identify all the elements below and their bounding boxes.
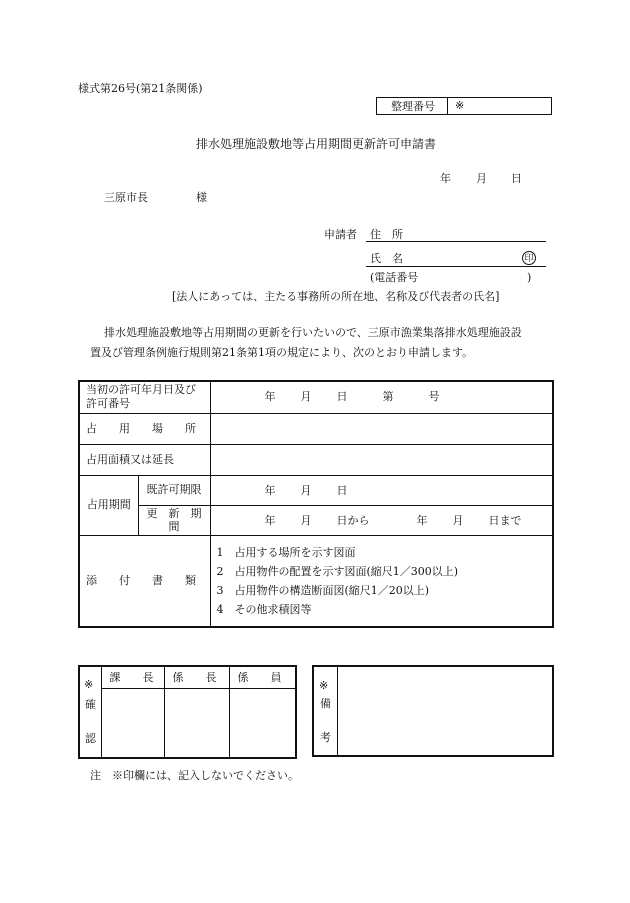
corporate-note: [法人にあっては、主たる事務所の所在地、名称及び代表者の氏名]	[172, 290, 500, 303]
reference-number-label: 整理番号	[391, 100, 435, 113]
staff-stamp-cell[interactable]	[229, 688, 296, 758]
attachments-label: 添 付 書 類	[79, 535, 210, 627]
area-value[interactable]	[210, 444, 553, 475]
phone-label: (電話番号	[370, 271, 419, 284]
confirmation-box	[78, 665, 297, 759]
attachment-item: 2 占用物件の配置を示す図面(縮尺1／300以上)	[216, 564, 459, 578]
date-day-label: 日	[511, 172, 522, 185]
remarks-box	[312, 665, 554, 757]
subsection-chief-stamp-cell[interactable]	[164, 688, 229, 758]
confirmation-label: ※ 確 認	[79, 666, 101, 758]
table-row-area	[79, 444, 553, 475]
table-row-existing-period	[79, 475, 553, 505]
attachment-item: 3 占用物件の構造断面図(縮尺1／20以上)	[216, 583, 430, 597]
confirmation-mark: ※	[84, 678, 94, 691]
body-text-line2: 置及び管理条例施行規則第21条第1項の規定により、次のとおり申請します。	[90, 346, 474, 359]
attachment-item: 4 その他求積図等	[216, 602, 312, 616]
applicant-name-label: 氏 名	[370, 252, 403, 265]
addressee-honorific: 様	[196, 191, 207, 204]
existing-limit-label: 既許可期限	[138, 475, 210, 505]
attachments-list	[210, 535, 553, 627]
date-year-label: 年	[440, 172, 451, 185]
body-text-line1: 排水処理施設敷地等占用期間の更新を行いたいので、三原市漁業集落排水処理施設設	[104, 326, 522, 339]
table-row-attachments	[79, 535, 553, 627]
document-title: 排水処理施設敷地等占用期間更新許可申請書	[196, 137, 437, 151]
existing-limit-value[interactable]: 年 月 日	[210, 475, 553, 505]
addressee-name: 三原市長	[104, 191, 148, 204]
remarks-mark: ※	[319, 679, 329, 692]
remarks-label: ※ 備 考	[313, 666, 337, 756]
location-value[interactable]	[210, 413, 553, 444]
reference-number-box	[376, 97, 552, 115]
form-number-label: 様式第26号(第21条関係)	[78, 82, 203, 95]
table-row-renewal-period	[79, 505, 553, 535]
footnote: 注 ※印欄には、記入しないでください。	[90, 769, 299, 782]
renewal-period-value[interactable]: 年 月 日から 年 月 日まで	[210, 505, 553, 535]
phone-close-paren: )	[527, 271, 532, 284]
date-month-label: 月	[476, 172, 487, 185]
reference-number-mark: ※	[455, 99, 465, 112]
address-underline	[366, 241, 546, 242]
staff-header: 係 員	[229, 666, 296, 688]
application-table	[78, 380, 554, 628]
attachment-item: 1 占用する場所を示す図面	[216, 545, 356, 559]
table-row-initial-permit	[79, 381, 553, 413]
name-underline	[366, 266, 546, 267]
section-chief-stamp-cell[interactable]	[101, 688, 164, 758]
initial-permit-value[interactable]: 年 月 日 第 号	[210, 381, 553, 413]
applicant-label: 申請者	[324, 228, 357, 241]
area-label: 占用面積又は延長	[79, 444, 210, 475]
location-label: 占 用 場 所	[79, 413, 210, 444]
section-chief-header: 課 長	[101, 666, 164, 688]
subsection-chief-header: 係 長	[164, 666, 229, 688]
initial-permit-label: 当初の許可年月日及び 許可番号	[79, 381, 210, 413]
renewal-period-label: 更 新 期 間	[138, 505, 210, 535]
seal-mark: 印	[522, 251, 536, 265]
applicant-address-label: 住 所	[370, 228, 403, 241]
period-label: 占用期間	[79, 475, 138, 535]
remarks-value[interactable]	[337, 666, 553, 756]
table-row-location	[79, 413, 553, 444]
